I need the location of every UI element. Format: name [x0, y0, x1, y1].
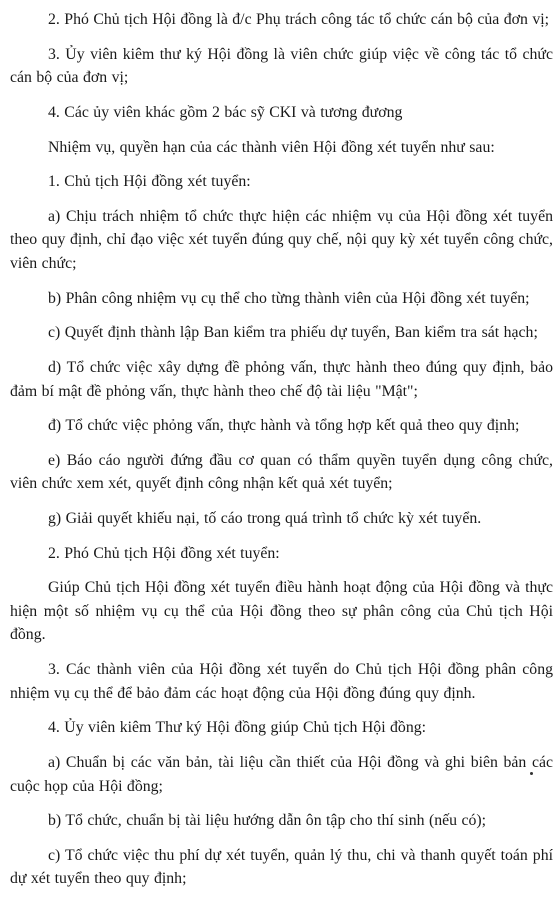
- heading-vice-chair-duties: 2. Phó Chủ tịch Hội đồng xét tuyển:: [48, 544, 280, 562]
- heading-chair-duties: 1. Chủ tịch Hội đồng xét tuyển:: [48, 173, 251, 191]
- chair-duty-e: e) Báo cáo người đứng đầu cơ quan có thẩm quyền tuyển dụng công chức, viên chức xem xét, quyết định công nhận kết quả xét tuyển;: [10, 451, 553, 493]
- vice-chair-duty: Giúp Chủ tịch Hội đồng xét tuyển điều hành hoạt động của Hội đồng và thực hiện một số nhiệm vụ cụ thể của Hội đồng theo sự phân công của Chủ tịch Hội đồng.: [10, 579, 553, 644]
- paragraph-other-members: 4. Các ủy viên khác gồm 2 bác sỹ CKI và tương đương: [48, 103, 403, 121]
- paragraph-duties-intro: Nhiệm vụ, quyền hạn của các thành viên Hội đồng xét tuyển như sau:: [48, 138, 495, 156]
- document-page: [10, 8, 553, 902]
- chair-duty-d: d) Tổ chức việc xây dựng đề phỏng vấn, thực hành theo đúng quy định, bảo đảm bí mật đề phỏng vấn, thực hành theo chế độ tài liệu "Mật";: [10, 359, 553, 400]
- chair-duty-b: b) Phân công nhiệm vụ cụ thể cho từng thành viên của Hội đồng xét tuyển;: [48, 289, 530, 307]
- heading-secretary-duties: 4. Ủy viên kiêm Thư ký Hội đồng giúp Chủ tịch Hội đồng:: [48, 719, 427, 737]
- paragraph-secretary-composition: 3. Ủy viên kiêm thư ký Hội đồng là viên chức giúp việc về công tác tổ chức cán bộ của đơn vị;: [10, 45, 553, 87]
- members-duty: 3. Các thành viên của Hội đồng xét tuyển do Chủ tịch Hội đồng phân công nhiệm vụ cụ thể để bảo đảm các hoạt động của Hội đồng đúng quy định.: [10, 661, 553, 702]
- chair-duty-c: c) Quyết định thành lập Ban kiểm tra phiếu dự tuyển, Ban kiểm tra sát hạch;: [48, 324, 538, 342]
- secretary-duty-a: a) Chuẩn bị các văn bản, tài liệu cần thiết của Hội đồng và ghi biên bản các cuộc họp của Hội đồng;: [10, 754, 553, 795]
- paragraph-vice-chair-composition: 2. Phó Chủ tịch Hội đồng là đ/c Phụ trách công tác tổ chức cán bộ của đơn vị;: [48, 11, 550, 28]
- secretary-duty-b: b) Tổ chức, chuẩn bị tài liệu hướng dẫn ôn tập cho thí sinh (nếu có);: [48, 812, 487, 830]
- chair-duty-g: g) Giải quyết khiếu nại, tố cáo trong quá trình tổ chức kỳ xét tuyển.: [48, 510, 482, 528]
- secretary-duty-c: c) Tổ chức việc thu phí dự xét tuyển, quản lý thu, chi và thanh quyết toán phí dự xét tuyển theo quy định;: [10, 846, 553, 888]
- chair-duty-dd: đ) Tổ chức việc phỏng vấn, thực hành và tổng hợp kết quả theo quy định;: [48, 417, 520, 435]
- scan-speck-mark: [530, 772, 533, 775]
- chair-duty-a: a) Chịu trách nhiệm tổ chức thực hiện các nhiệm vụ của Hội đồng xét tuyển theo quy định, chỉ đạo việc xét tuyển đúng quy chế, nội quy kỳ xét tuyển công chức, viên chức;: [10, 207, 553, 272]
